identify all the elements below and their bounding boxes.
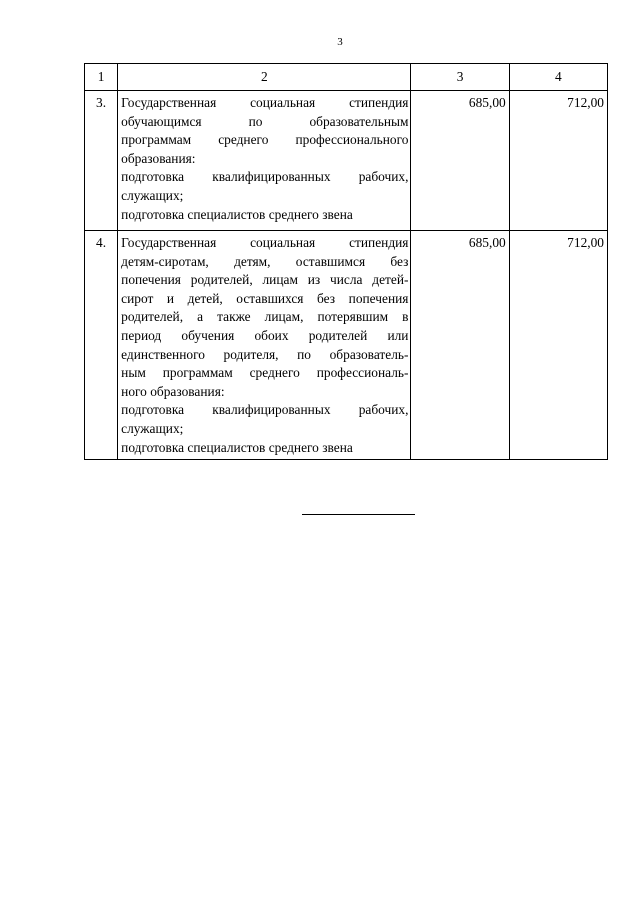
table-row xyxy=(85,91,608,231)
description-line: подготовка квалифицированных рабочих, xyxy=(121,169,409,185)
end-divider-line xyxy=(302,514,415,515)
description-line: программам среднего профессионального xyxy=(121,132,409,148)
description-line: служащих; xyxy=(121,420,184,436)
column-header-2: 2 xyxy=(118,64,411,91)
row-value-col4: 712,00 xyxy=(509,91,607,231)
description-line: образования: xyxy=(121,150,196,166)
description-line: период обучения обоих родителей или xyxy=(121,327,409,343)
description-line: детям-сиротам, детям, оставшимся без xyxy=(121,253,409,269)
description-line: ного образования: xyxy=(121,383,225,399)
row-value-col3: 685,00 xyxy=(411,231,509,460)
stipend-table xyxy=(84,63,608,460)
description-line: сирот и детей, оставшихся без попечения xyxy=(121,290,409,306)
table-header-row xyxy=(85,64,608,91)
column-header-4: 4 xyxy=(509,64,607,91)
column-header-1: 1 xyxy=(85,64,118,91)
row-value-col4: 712,00 xyxy=(509,231,607,460)
description-line: подготовка специалистов среднего звена xyxy=(121,206,353,222)
description-line: подготовка специалистов среднего звена xyxy=(121,439,353,455)
column-header-3: 3 xyxy=(411,64,509,91)
description-line: служащих; xyxy=(121,187,184,203)
row-number: 3. xyxy=(85,91,118,231)
description-line: Государственная социальная стипендия xyxy=(121,95,409,110)
row-value-col3: 685,00 xyxy=(411,91,509,231)
description-line: родителей, а также лицам, потерявшим в xyxy=(121,309,409,325)
row-description xyxy=(118,231,411,460)
row-number: 4. xyxy=(85,231,118,460)
page-number: 3 xyxy=(337,36,343,48)
description-line: обучающимся по образовательным xyxy=(121,113,409,129)
row-description xyxy=(118,91,411,231)
table-row xyxy=(85,231,608,460)
description-line: попечения родителей, лицам из числа детей- xyxy=(121,272,409,288)
description-line: ным программам среднего профессиональ- xyxy=(121,365,409,381)
description-line: подготовка квалифицированных рабочих, xyxy=(121,402,409,418)
description-line: Государственная социальная стипендия xyxy=(121,235,409,250)
description-line: единственного родителя, по образователь- xyxy=(121,346,409,362)
